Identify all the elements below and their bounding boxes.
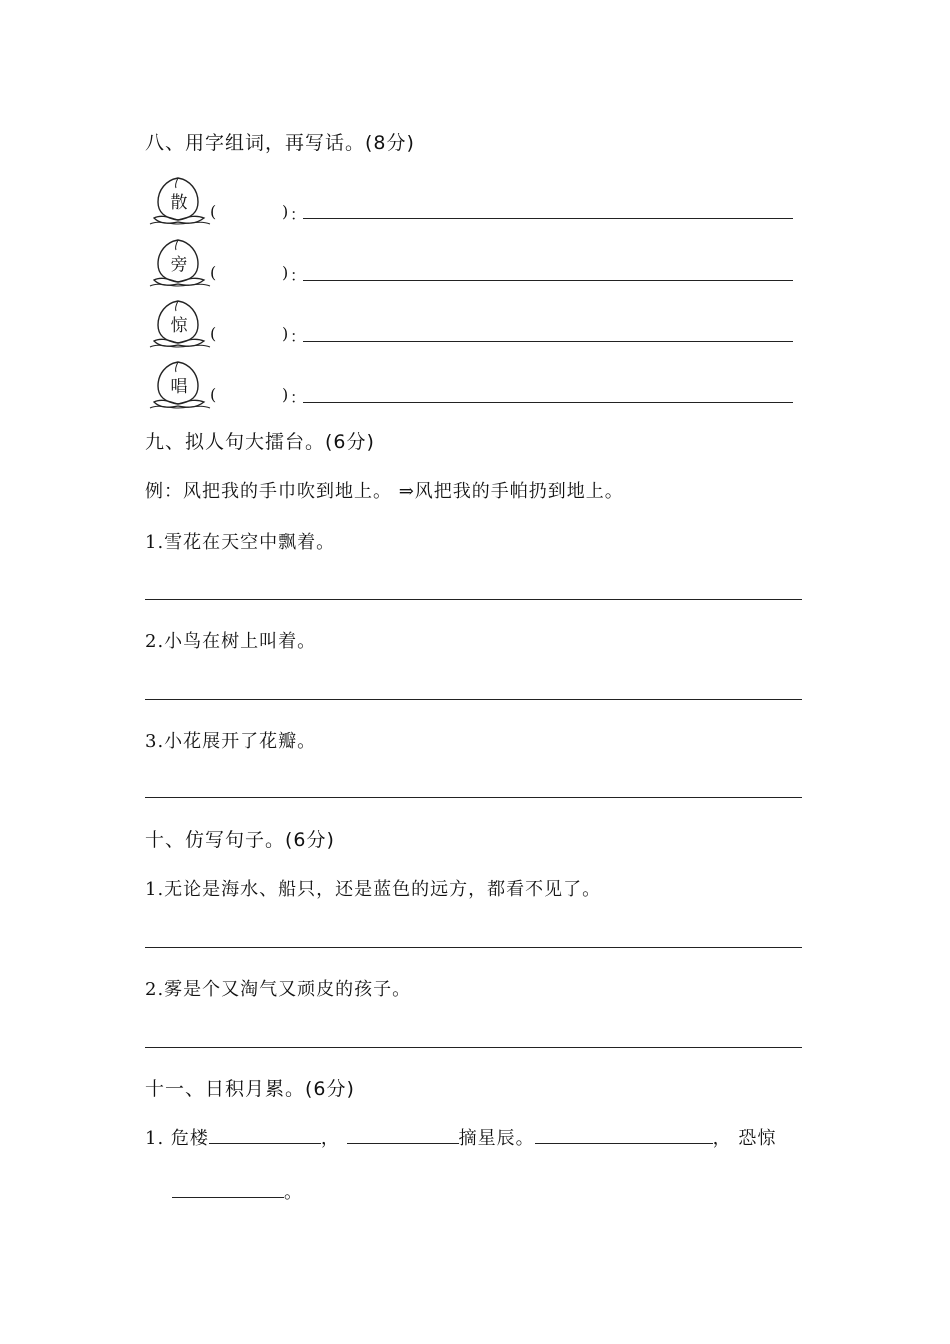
question-text: 1.无论是海水、船只，还是蓝色的远方，都看不见了。	[145, 879, 602, 900]
fill-blank[interactable]	[172, 1179, 284, 1198]
section-10-title: 十、仿写句子。(6分)	[145, 829, 335, 851]
answer-paren-open: (	[210, 324, 217, 343]
section-9-title: 九、拟人句大擂台。(6分)	[145, 431, 375, 453]
answer-paren-close: )	[282, 324, 289, 343]
peach-character: 惊	[170, 316, 188, 336]
answer-paren-close: )	[282, 385, 289, 404]
answer-paren-open: (	[210, 385, 217, 404]
question-number: 1.	[145, 1128, 165, 1149]
poem-text: 恐惊	[738, 1128, 777, 1149]
answer-colon: ：	[290, 266, 307, 285]
fill-blank[interactable]	[209, 1125, 321, 1144]
poem-text: 摘星辰。	[458, 1128, 535, 1149]
answer-line[interactable]	[303, 280, 793, 281]
question-text: 3.小花展开了花瓣。	[145, 731, 317, 752]
answer-line[interactable]	[145, 797, 802, 798]
section-8-title: 八、用字组词，再写话。(8分)	[145, 132, 415, 154]
answer-colon: ：	[290, 388, 307, 407]
answer-line[interactable]	[303, 402, 793, 403]
fill-blank[interactable]	[535, 1125, 713, 1144]
poem-text: 危楼	[170, 1128, 209, 1149]
poem-line-2	[172, 1178, 303, 1204]
fill-blank[interactable]	[347, 1125, 459, 1144]
poem-line-1	[145, 1124, 776, 1150]
question-text: 2.雾是个又淘气又顽皮的孩子。	[145, 979, 412, 1000]
answer-line[interactable]	[145, 699, 802, 700]
answer-line[interactable]	[145, 947, 802, 948]
answer-line[interactable]	[145, 1047, 802, 1048]
question-text: 1.雪花在天空中飘着。	[145, 532, 336, 553]
answer-paren-close: )	[282, 263, 289, 282]
punctuation: 。	[284, 1182, 303, 1203]
answer-paren-open: (	[210, 263, 217, 282]
answer-line[interactable]	[303, 218, 793, 219]
answer-line[interactable]	[145, 599, 802, 600]
peach-character: 唱	[170, 377, 188, 397]
answer-colon: ：	[290, 205, 307, 224]
peach-character: 旁	[170, 255, 188, 275]
answer-line[interactable]	[303, 341, 793, 342]
punctuation: ，	[320, 1128, 340, 1149]
question-text: 2.小鸟在树上叫着。	[145, 631, 317, 652]
section-11-title: 十一、日积月累。(6分)	[145, 1078, 355, 1100]
answer-paren-close: )	[282, 202, 289, 221]
example-sentence: 例：风把我的手巾吹到地上。 ⇒风把我的手帕扔到地上。	[145, 481, 624, 502]
peach-character: 散	[170, 193, 188, 213]
punctuation: ，	[712, 1128, 732, 1149]
answer-colon: ：	[290, 327, 307, 346]
answer-paren-open: (	[210, 202, 217, 221]
